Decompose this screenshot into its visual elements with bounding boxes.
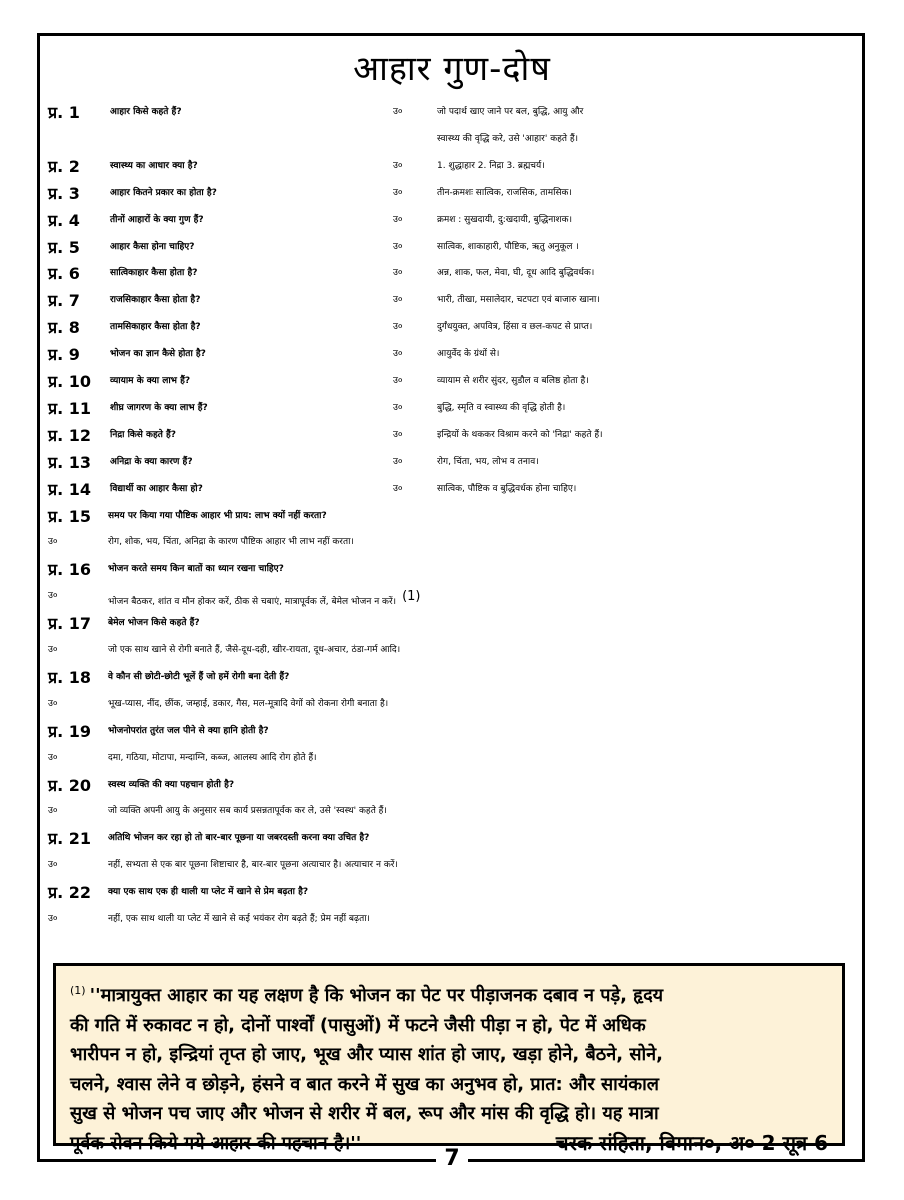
answer-body: भूख-प्यास, नींद, छींक, जम्हाई, डकार, गैस, मल-मूत्रादि वेगों को रोकना रोगी बनाता है। [108, 698, 389, 709]
qa-row [0, 340, 904, 369]
answer-text: भारी, तीखा, मसालेदार, चटपटा एवं बाजारु खाना। [437, 295, 600, 306]
question-text: निद्रा किसे कहते हैं? [110, 429, 176, 440]
answer-label: उ० [393, 429, 403, 440]
question-number: प्र. 6 [48, 264, 80, 284]
answer-label: उ० [393, 376, 403, 386]
answer-body: दमा, गठिया, मोटापा, मन्दाग्नि, कब्ज, आलस्य आदि रोग होते हैं। [108, 752, 317, 763]
question-number: प्र. 16 [48, 560, 92, 580]
question-text: राजसिकाहार कैसा होता है? [110, 295, 201, 306]
question-number: प्र. 14 [48, 479, 92, 499]
footnote-line: चलने, श्वास लेने व छोड़ने, हंसने व बात करने में सुख का अनुभव हो, प्रात: और सायंकाल [70, 1073, 659, 1095]
question-number: प्र. 2 [48, 156, 80, 176]
qa-row [0, 206, 904, 235]
qa-row [0, 555, 904, 584]
question-text: आहार कितने प्रकार का होता है? [110, 187, 217, 198]
qa-row [0, 663, 904, 692]
answer-label: उ० [393, 187, 403, 198]
footnote-line: $^{(1)}$ ''मात्रायुक्त आहार का यह लक्षण है कि भोजन का पेट पर पीड़ाजनक दबाव न पड़े, हृदय [70, 984, 664, 1006]
answer-text: आयुर्वेद के ग्रंथों से। [437, 349, 500, 360]
answer-text [108, 905, 370, 934]
answer-body: रोग, शोक, भय, चिंता, अनिद्रा के कारण पौष्टिक आहार भी लाभ नहीं करता। [108, 537, 354, 548]
answer-label: उ० [393, 107, 403, 117]
answer-label: उ० [48, 698, 58, 709]
answer-label: उ० [393, 241, 403, 252]
answer-row [0, 905, 904, 934]
qa-row-continuation [0, 125, 904, 154]
footnote-source: चरक संहिता, विमान०, अ० 2 सूत्र 6 [555, 1130, 828, 1155]
answer-text: जो पदार्थ खाए जाने पर बल, बुद्धि, आयु और [437, 107, 584, 117]
question-text: आहार कैसा होना चाहिए? [110, 241, 195, 252]
qa-row [0, 878, 904, 907]
qa-row [0, 313, 904, 342]
question-text: अतिथि भोजन कर रहा हो तो बार-बार पूछना या जबरदस्ती करना क्या उचित है? [108, 833, 370, 844]
question-number: प्र. 12 [48, 425, 92, 445]
question-number: प्र. 1 [48, 103, 80, 122]
question-text: क्या एक साथ एक ही थाली या प्लेट में खाने से प्रेम बढ़ता है? [108, 887, 309, 898]
question-number: प्र. 5 [48, 237, 80, 257]
question-text: स्वास्थ्य का आधार क्या है? [110, 160, 198, 171]
question-text: समय पर किया गया पौष्टिक आहार भी प्राय: लाभ क्यों नहीं करता? [108, 510, 327, 521]
answer-label: उ० [393, 295, 403, 306]
answer-text: क्रमश : सुखदायी, दु:खदायी, बुद्धिनाशक। [437, 214, 572, 225]
answer-label: उ० [48, 752, 58, 763]
question-text: व्यायाम के क्या लाभ हैं? [110, 376, 191, 386]
answer-body: भोजन बैठकर, शांत व मौन होकर करें, ठीक से चबाएं, मात्रापूर्वक लें, बेमेल भोजन न करें। [108, 597, 397, 608]
qa-row [0, 502, 904, 531]
question-number: प्र. 21 [48, 829, 92, 849]
answer-label: उ० [393, 322, 403, 333]
question-number: प्र. 19 [48, 721, 92, 741]
answer-label: उ० [48, 537, 58, 548]
answer-label: उ० [393, 214, 403, 225]
question-text: वे कौन सी छोटी-छोटी भूलें हैं जो हमें रोगी बना देती हैं? [108, 671, 290, 682]
answer-row [0, 851, 904, 880]
footnote-line: की गति में रुकावट न हो, दोनों पार्श्वों (पासुओं) में फटने जैसी पीड़ा न हो, पेट में अधिक [70, 1014, 646, 1036]
answer-text [108, 744, 317, 773]
qa-row [0, 259, 904, 288]
question-number: प्र. 15 [48, 506, 92, 526]
answer-text: 1. शुद्धाहार 2. निद्रा 3. ब्रह्मचर्य। [437, 160, 545, 171]
question-number: प्र. 7 [48, 291, 80, 311]
question-number: प्र. 4 [48, 210, 80, 230]
answer-row [0, 582, 904, 611]
question-text: आहार किसे कहते हैं? [110, 107, 182, 117]
qa-row [0, 394, 904, 423]
question-number: प्र. 8 [48, 318, 80, 338]
question-text: भोजनोपरांत तुरंत जल पीने से क्या हानि होती है? [108, 725, 269, 736]
answer-text [108, 528, 354, 557]
question-number: प्र. 9 [48, 345, 80, 365]
question-number: प्र. 11 [48, 398, 92, 418]
answer-row [0, 744, 904, 773]
answer-text: रोग, चिंता, भय, लोभ व तनाव। [437, 456, 539, 467]
question-text: भोजन का ज्ञान कैसे होता है? [110, 349, 206, 360]
answer-label: उ० [393, 456, 403, 467]
qa-row [0, 286, 904, 315]
answer-text: तीन-क्रमशः सात्विक, राजसिक, तामसिक। [437, 187, 572, 198]
answer-text: अन्न, शाक, फल, मेवा, घी, दूध आदि बुद्धिवर्धक। [437, 268, 595, 279]
question-text: स्वस्थ व्यक्ति की क्या पहचान होती है? [108, 779, 235, 790]
answer-text: सात्विक, शाकाहारी, पौष्टिक, ऋतु अनुकूल । [437, 241, 579, 252]
answer-label: उ० [393, 268, 403, 279]
question-text: बेमेल भोजन किसे कहते हैं? [108, 618, 200, 629]
answer-body: जो व्यक्ति अपनी आयु के अनुसार सब कार्य प्रसन्नतापूर्वक कर ले, उसे 'स्वस्थ' कहते हैं। [108, 806, 387, 817]
question-text: विद्यार्थी का आहार कैसा हो? [110, 483, 203, 494]
question-text: सात्विकाहार कैसा होता है? [110, 268, 198, 279]
question-number: प्र. 13 [48, 452, 92, 472]
answer-text: दुर्गंधयुक्त, अपवित्र, हिंसा व छल-कपट से प्राप्त। [437, 322, 593, 333]
question-number: प्र. 3 [48, 183, 80, 203]
question-number: प्र. 17 [48, 614, 92, 634]
qa-row [0, 152, 904, 181]
qa-row [0, 98, 904, 127]
footnote-box [53, 963, 845, 1155]
answer-body: जो एक साथ खाने से रोगी बनाते हैं, जैसे-दूध-दही, खीर-रायता, दूध-अचार, ठंडा-गर्म आदि। [108, 645, 401, 655]
answer-text: बुद्धि, स्मृति व स्वास्थ्य की वृद्धि होती है। [437, 402, 566, 413]
qa-row [0, 771, 904, 800]
question-number: प्र. 22 [48, 883, 92, 903]
qa-row [0, 609, 904, 638]
qa-row [0, 448, 904, 477]
question-text: अनिद्रा के क्या कारण हैं? [110, 456, 193, 467]
answer-text: सात्विक, पौष्टिक व बुद्धिवर्धक होना चाहिए। [437, 483, 577, 494]
answer-text: इन्द्रियों के थककर विश्राम करने को 'निद्रा' कहते हैं। [437, 429, 603, 440]
answer-row [0, 690, 904, 719]
qa-row [0, 179, 904, 208]
footnote-line: पूर्वक सेवन किये गये आहार की पहचान है।'' चरक संहिता, विमान०, अ० 2 सूत्र 6 [70, 1129, 828, 1159]
qa-row [0, 421, 904, 450]
qa-row [0, 233, 904, 262]
footnote-line: भारीपन न हो, इन्द्रियां तृप्त हो जाए, भूख और प्यास शांत हो जाए, खड़ा होने, बैठने, सोने, [70, 1044, 664, 1065]
footnote-ref: (1) [402, 589, 421, 605]
question-number: प्र. 10 [48, 372, 92, 391]
footnote-mark: (1) [70, 984, 86, 997]
answer-label: उ० [48, 645, 58, 655]
answer-label: उ० [393, 483, 403, 494]
answer-row [0, 636, 904, 665]
qa-row [0, 717, 904, 746]
qa-row [0, 367, 904, 396]
page-number: 7 [0, 1146, 904, 1171]
answer-text [108, 797, 387, 826]
answer-label: उ० [48, 591, 58, 602]
answer-text [108, 851, 398, 880]
answer-text [108, 636, 400, 665]
qa-row [0, 824, 904, 853]
answer-row [0, 797, 904, 826]
answer-row [0, 528, 904, 557]
question-number: प्र. 18 [48, 667, 92, 687]
answer-label: उ० [48, 860, 58, 871]
question-text: शीघ्र जागरण के क्या लाभ हैं? [110, 402, 208, 413]
answer-body: नहीं, एक साथ थाली या प्लेट में खाने से कई भयंकर रोग बढ़ते हैं; प्रेम नहीं बढ़ता। [108, 914, 370, 924]
answer-label: उ० [393, 349, 403, 360]
answer-text-continued: स्वास्थ्य की वृद्धि करे, उसे 'आहार' कहते हैं। [437, 133, 579, 144]
qa-row [0, 475, 904, 504]
footnote-line: सुख से भोजन पच जाए और भोजन से शरीर में बल, रूप और मांस की वृद्धि हो। यह मात्रा [70, 1103, 659, 1124]
question-text: भोजन करते समय किन बातों का ध्यान रखना चाहिए? [108, 564, 284, 575]
answer-text [108, 690, 388, 719]
answer-label: उ० [48, 914, 58, 924]
question-number: प्र. 20 [48, 775, 92, 795]
page-title: आहार गुण-दोष [353, 49, 551, 89]
question-text: तामसिकाहार कैसा होता है? [110, 322, 201, 333]
question-text: तीनों आहारों के क्या गुण हैं? [110, 214, 204, 225]
answer-body: नहीं, सभ्यता से एक बार पूछना शिष्टाचार है, बार-बार पूछना अत्याचार है। अत्याचार न करें। [108, 860, 398, 871]
answer-label: उ० [48, 806, 58, 817]
answer-label: उ० [393, 160, 403, 171]
answer-label: उ० [393, 402, 403, 413]
answer-text: व्यायाम से शरीर सुंदर, सुडौल व बलिष्ठ होता है। [437, 376, 589, 386]
